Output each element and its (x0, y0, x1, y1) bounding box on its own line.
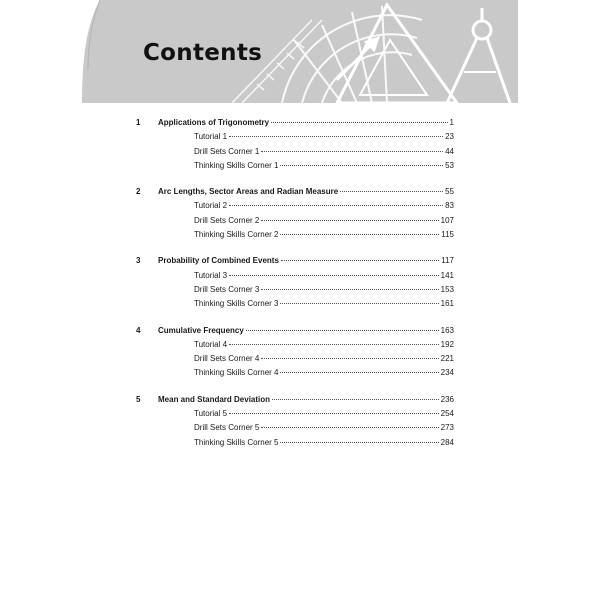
toc-entry[interactable] (136, 269, 454, 283)
toc-entry[interactable] (136, 130, 454, 144)
toc-entry[interactable] (136, 366, 454, 380)
chapter-number: 2 (136, 187, 141, 197)
chapter-heading[interactable] (136, 393, 454, 407)
page-number: 163 (440, 325, 454, 335)
chapter-heading[interactable] (136, 185, 454, 199)
toc-entry[interactable] (136, 297, 454, 311)
page-number: 236 (440, 394, 454, 404)
entry-label: Thinking Skills Corner 2 (194, 230, 279, 240)
chapter-title: Applications of Trigonometry (158, 118, 270, 127)
page-number: 115 (441, 230, 454, 240)
toc-entry[interactable] (136, 214, 454, 228)
chapter-number: 3 (136, 256, 141, 266)
page-number: 161 (440, 299, 454, 309)
dot-leader (261, 220, 438, 221)
entry-label: Drill Sets Corner 5 (194, 423, 260, 433)
dot-leader (340, 191, 443, 192)
entry-label: Tutorial 2 (194, 201, 228, 211)
toc-entry[interactable] (136, 436, 454, 450)
chapter-number: 1 (136, 118, 141, 127)
chapter-heading[interactable] (136, 324, 454, 338)
entry-label: Drill Sets Corner 3 (194, 284, 260, 294)
toc-entry[interactable] (136, 228, 454, 242)
entry-label: Tutorial 4 (194, 339, 228, 349)
entry-label: Tutorial 5 (194, 409, 228, 419)
chapter-title: Arc Lengths, Sector Areas and Radian Measure (158, 187, 339, 197)
dot-leader (261, 427, 438, 428)
toc-entry[interactable] (136, 283, 454, 297)
dot-leader (229, 205, 443, 206)
table-of-contents (136, 116, 454, 462)
page-number: 53 (445, 160, 454, 170)
entry-label: Tutorial 1 (194, 132, 228, 142)
toc-entry[interactable] (136, 159, 454, 173)
page-number: 55 (445, 187, 454, 197)
toc-entry[interactable] (136, 338, 454, 352)
toc-entry[interactable] (136, 352, 454, 366)
page-number: 254 (440, 409, 454, 419)
dot-leader (261, 151, 443, 152)
page-number: 141 (440, 270, 454, 280)
page-number: 153 (440, 284, 454, 294)
page-number: 273 (440, 423, 454, 433)
entry-label: Drill Sets Corner 1 (194, 146, 260, 156)
dot-leader (229, 413, 439, 414)
dot-leader (229, 136, 443, 137)
page-number: 192 (440, 339, 454, 349)
page-number: 284 (440, 437, 454, 447)
entry-label: Tutorial 3 (194, 270, 228, 280)
chapter-5 (136, 393, 454, 450)
page-number: 117 (441, 256, 454, 266)
dot-leader (280, 442, 438, 443)
dot-leader (280, 165, 443, 166)
chapter-3 (136, 254, 454, 311)
page-number: 44 (445, 146, 454, 156)
dot-leader (281, 260, 439, 261)
chapter-number: 4 (136, 325, 141, 335)
dot-leader (280, 372, 438, 373)
toc-entry[interactable] (136, 421, 454, 435)
dot-leader (280, 234, 439, 235)
entry-label: Thinking Skills Corner 1 (194, 160, 279, 170)
dot-leader (229, 275, 439, 276)
chapter-1 (136, 116, 454, 173)
chapter-number: 5 (136, 394, 141, 404)
page-number: 107 (440, 215, 454, 225)
toc-entry[interactable] (136, 407, 454, 421)
chapter-heading[interactable] (136, 116, 454, 130)
dot-leader (280, 303, 438, 304)
dot-leader (271, 122, 447, 123)
entry-label: Drill Sets Corner 4 (194, 354, 260, 364)
entry-label: Thinking Skills Corner 3 (194, 299, 279, 309)
chapter-heading[interactable] (136, 254, 454, 268)
chapter-title: Probability of Combined Events (158, 256, 279, 266)
page-number: 234 (440, 368, 454, 378)
page-title: Contents (143, 40, 263, 66)
page-number: 83 (445, 201, 454, 211)
entry-label: Thinking Skills Corner 4 (194, 368, 279, 378)
chapter-2 (136, 185, 454, 242)
chapter-4 (136, 324, 454, 381)
dot-leader (229, 344, 439, 345)
dot-leader (246, 330, 439, 331)
dot-leader (261, 358, 438, 359)
toc-entry[interactable] (136, 199, 454, 213)
entry-label: Drill Sets Corner 2 (194, 215, 260, 225)
chapter-title: Mean and Standard Deviation (158, 394, 271, 404)
dot-leader (261, 289, 438, 290)
page-number: 23 (445, 132, 454, 142)
dot-leader (272, 399, 439, 400)
page-number: 221 (440, 354, 454, 364)
chapter-title: Cumulative Frequency (158, 325, 244, 335)
toc-entry[interactable] (136, 145, 454, 159)
entry-label: Thinking Skills Corner 5 (194, 437, 279, 447)
page-number: 1 (449, 118, 454, 127)
